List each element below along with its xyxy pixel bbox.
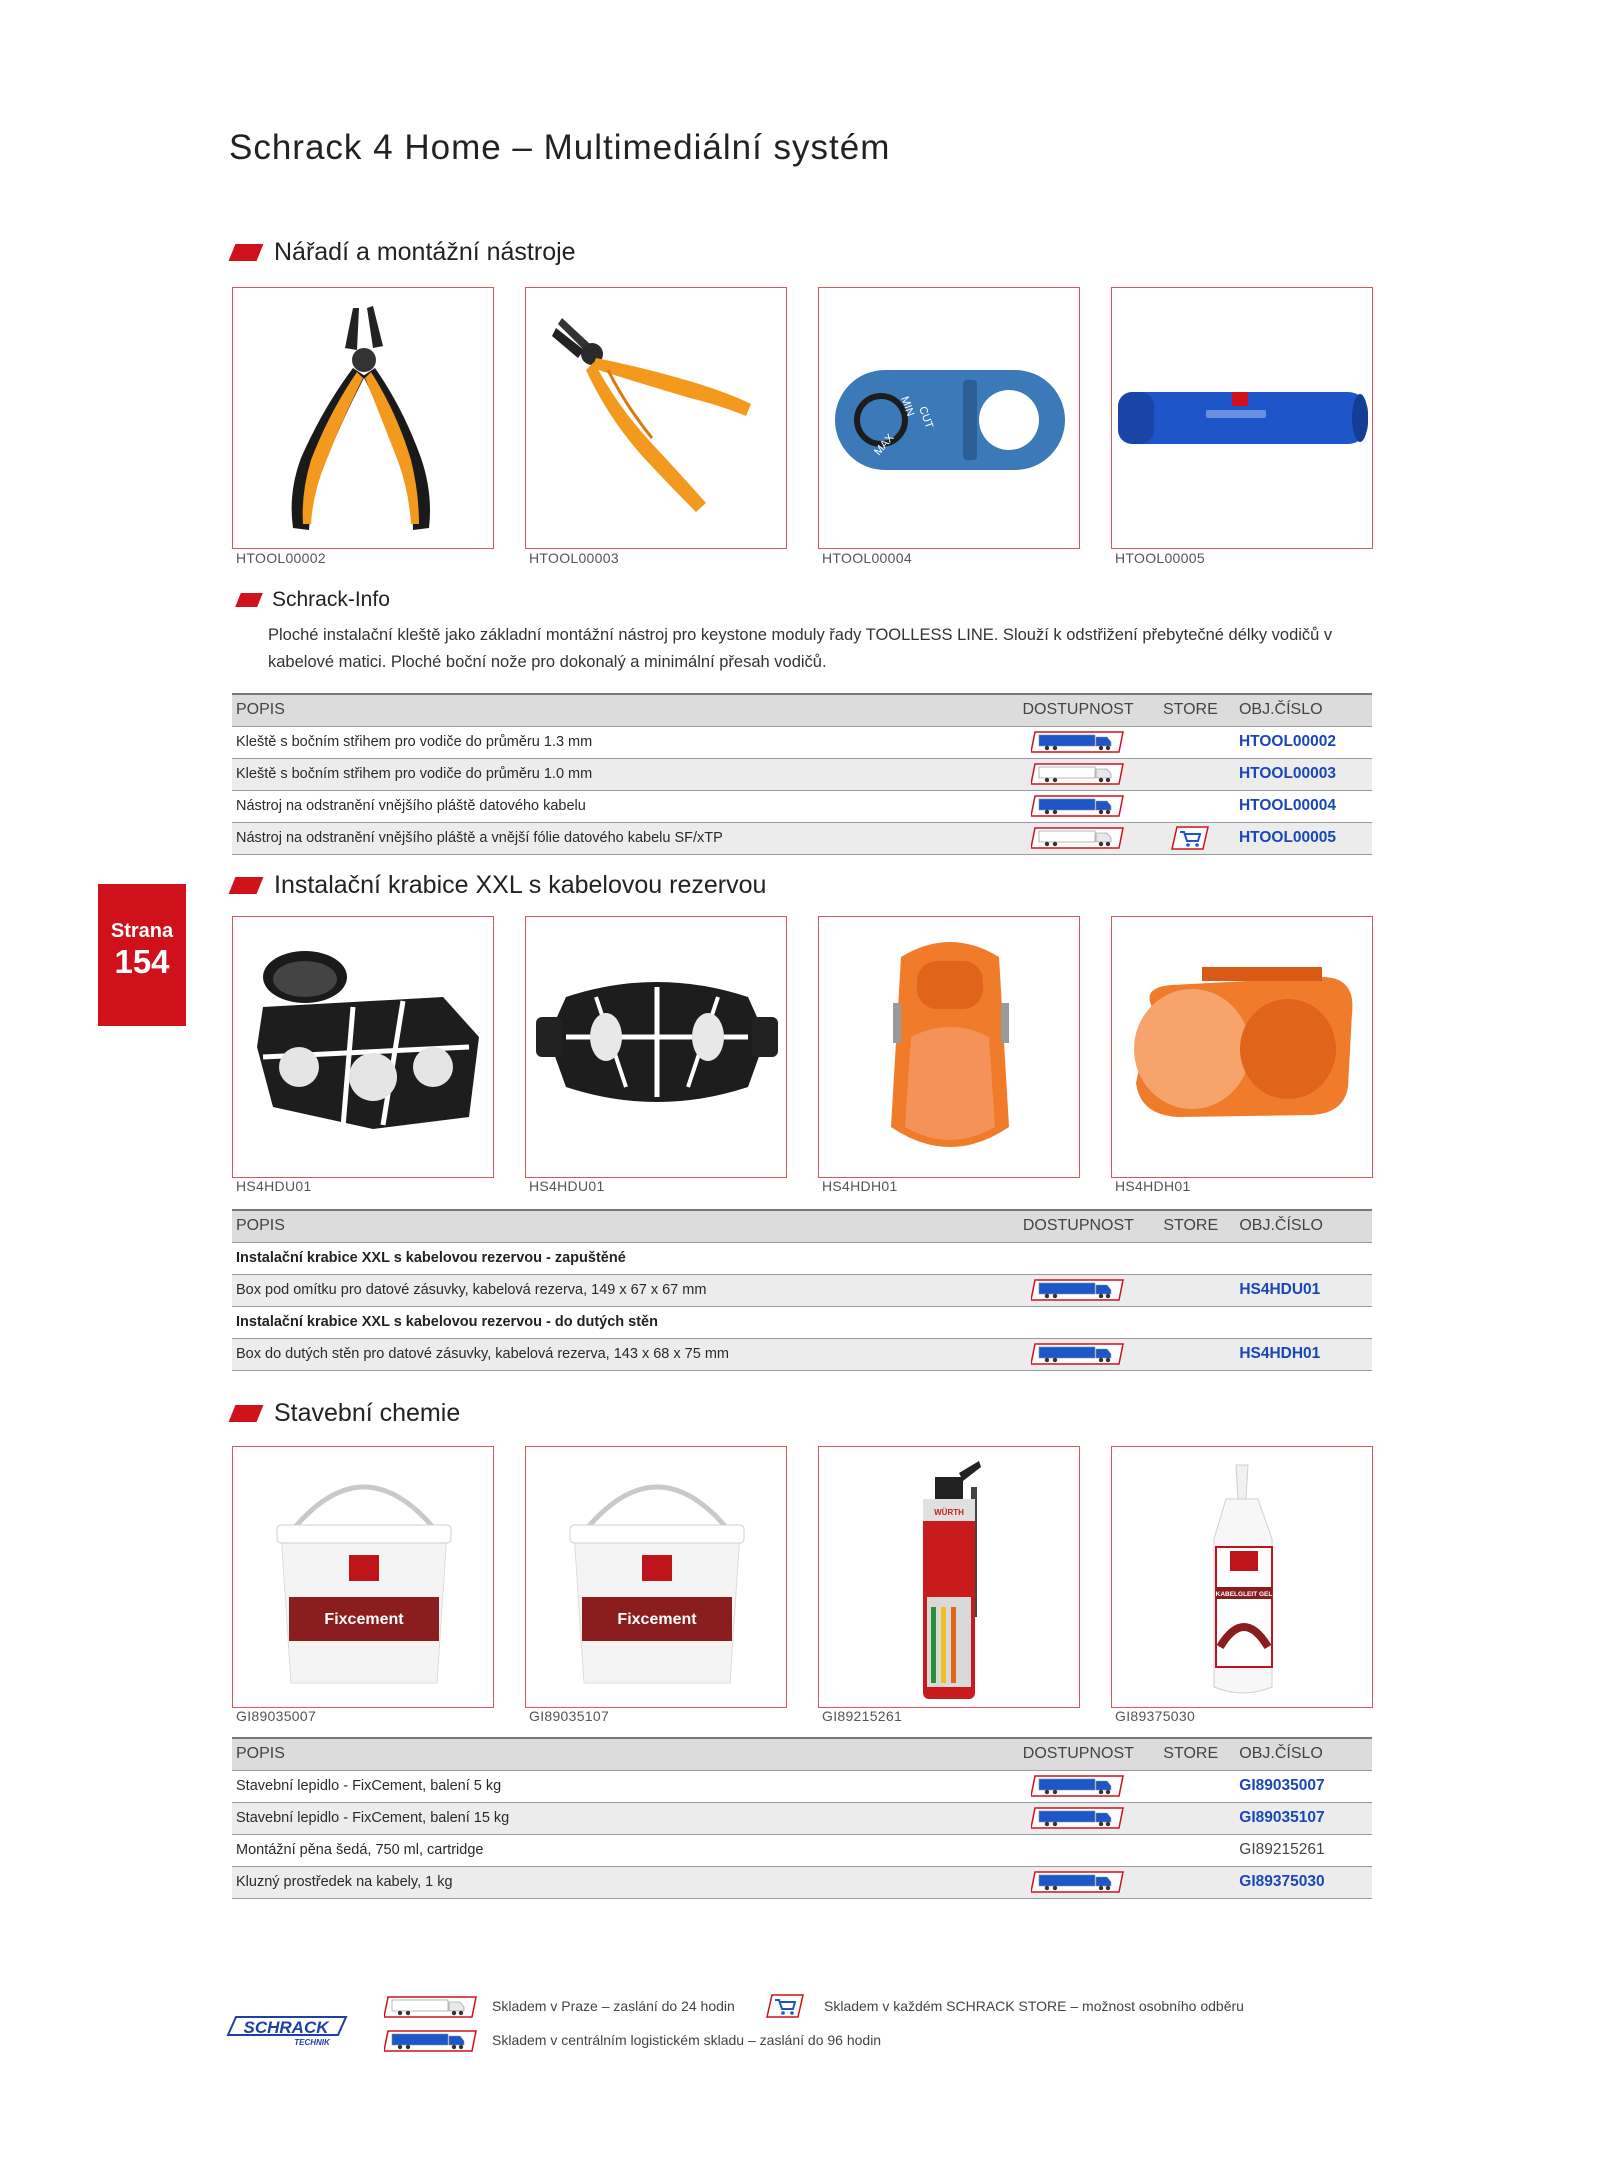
- col-header-desc: POPIS: [232, 694, 1010, 726]
- row-desc: Stavební lepidlo - FixCement, balení 15 kg: [232, 1802, 1011, 1834]
- table-row: [232, 790, 1372, 822]
- store-cell: [1146, 790, 1235, 822]
- col-header-store: STORE: [1146, 1210, 1235, 1242]
- cylinder-stripper-image: [1112, 288, 1373, 549]
- product-image-gi89375030: [1111, 1446, 1373, 1708]
- row-desc: Kluzný prostředek na kabely, 1 kg: [232, 1866, 1011, 1898]
- row-desc: Stavební lepidlo - FixCement, balení 5 kg: [232, 1770, 1011, 1802]
- product-code: GI89215261: [822, 1708, 903, 1724]
- store-cell: [1146, 1802, 1235, 1834]
- info-text: Ploché instalační kleště jako základní montážní nástroj pro keystone moduly řady TOOLLESS LINE. Slouží k odstřižení přebytečné délky vodičů v kabelové matici. Ploché boční nože pro dokonalý a minimální přesah vodičů.: [268, 626, 1333, 671]
- flush-box-front-image: [526, 917, 787, 1178]
- store-cell: [1146, 1770, 1235, 1802]
- truck-central-icon: [1031, 1279, 1125, 1301]
- table-row: [232, 1770, 1372, 1802]
- col-header-code: OBJ.ČÍSLO: [1235, 694, 1372, 726]
- truck-central-icon: [1031, 1807, 1125, 1829]
- availability-cell: [1011, 1338, 1147, 1370]
- legend-store: Skladem v každém SCHRACK STORE – možnost osobního odběru: [824, 1998, 1244, 2014]
- table-row: [232, 1274, 1372, 1306]
- section-marker-icon: [229, 244, 264, 261]
- product-code: HTOOL00003: [529, 550, 619, 566]
- info-heading: [238, 588, 390, 612]
- row-desc: Nástroj na odstranění vnějšího pláště a vnější fólie datového kabelu SF/xTP: [232, 822, 1010, 854]
- page-number-tab: [98, 884, 186, 1026]
- cable-stripper-image: [819, 288, 1080, 549]
- store-cart-icon: [766, 1994, 804, 2018]
- order-code: GI89215261: [1235, 1834, 1372, 1866]
- bucket-label: Fixcement: [617, 1611, 697, 1628]
- product-image-htool00004: [818, 287, 1080, 549]
- truck-prague-icon: [1031, 827, 1125, 849]
- section-heading-tools: [232, 238, 576, 267]
- section-heading-boxes-text: Instalační krabice XXL s kabelovou rezervou: [274, 871, 767, 899]
- product-image-gi89035007: [232, 1446, 494, 1708]
- col-header-code: OBJ.ČÍSLO: [1235, 1210, 1372, 1242]
- bottle-label: KABELGLEIT GEL: [1215, 1591, 1273, 1598]
- table-row: [232, 1802, 1372, 1834]
- product-image-gi89035107: [525, 1446, 787, 1708]
- truck-prague-icon: [384, 1996, 478, 2018]
- product-code: HS4HDH01: [822, 1178, 898, 1194]
- store-cell: [1146, 1274, 1235, 1306]
- col-header-avail: DOSTUPNOST: [1011, 1738, 1146, 1770]
- row-desc: Box pod omítku pro datové zásuvky, kabelová rezerva, 149 x 67 x 67 mm: [232, 1274, 1011, 1306]
- product-code: HS4HDH01: [1115, 1178, 1191, 1194]
- order-code-link[interactable]: GI89035007: [1235, 1770, 1372, 1802]
- table-row: [232, 1834, 1372, 1866]
- availability-cell: [1011, 1802, 1146, 1834]
- product-code: GI89035007: [236, 1708, 317, 1724]
- truck-central-icon: [1031, 1343, 1125, 1365]
- order-code-link[interactable]: HTOOL00004: [1235, 790, 1372, 822]
- truck-central-icon: [1031, 795, 1125, 817]
- col-header-avail: DOSTUPNOST: [1010, 694, 1145, 726]
- product-image-htool00002: [232, 287, 494, 549]
- availability-cell: [1010, 822, 1145, 854]
- info-heading-text: Schrack-Info: [272, 588, 390, 611]
- table-header: [232, 694, 1372, 726]
- bucket-label: Fixcement: [324, 1611, 404, 1628]
- product-code: HTOOL00004: [822, 550, 912, 566]
- page-title: Schrack 4 Home – Multimediální systém: [229, 128, 891, 167]
- product-image-htool00005: [1111, 287, 1373, 549]
- bucket-image: [526, 1447, 787, 1708]
- can-label: WÜRTH: [934, 1508, 964, 1517]
- logo-text: SCHRACK: [243, 2018, 329, 2037]
- order-code-link[interactable]: HTOOL00002: [1235, 726, 1372, 758]
- product-table-chemistry: [232, 1737, 1372, 1899]
- foam-can-image: [819, 1447, 1080, 1708]
- section-heading-chemistry-text: Stavební chemie: [274, 1399, 461, 1427]
- availability-cell: [1011, 1274, 1147, 1306]
- order-code-link[interactable]: GI89375030: [1235, 1866, 1372, 1898]
- store-cell: [1146, 758, 1235, 790]
- table-subheading-row: [232, 1306, 1372, 1338]
- table-row: [232, 822, 1372, 854]
- legend-central: Skladem v centrálním logistickém skladu – zaslání do 96 hodin: [492, 2032, 882, 2048]
- availability-cell: [1010, 790, 1145, 822]
- truck-central-icon: [1031, 731, 1125, 753]
- row-desc: Kleště s bočním střihem pro vodiče do průměru 1.3 mm: [232, 726, 1010, 758]
- product-image-hs4hdh01-a: [818, 916, 1080, 1178]
- schrack-logo-icon: [226, 2013, 348, 2047]
- section-marker-icon: [229, 1405, 264, 1422]
- side-cutter-image: [526, 288, 787, 549]
- product-table-tools: [232, 693, 1372, 855]
- product-image-gi89215261: [818, 1446, 1080, 1708]
- col-header-store: STORE: [1146, 694, 1235, 726]
- store-cell: [1146, 1834, 1235, 1866]
- product-image-htool00003: [525, 287, 787, 549]
- availability-cell: [1011, 1834, 1146, 1866]
- svg-text:MAX: MAX: [872, 431, 897, 458]
- flush-box-image: [233, 917, 494, 1178]
- pliers-image: [233, 288, 494, 549]
- bucket-image: [233, 1447, 494, 1708]
- legend-prague: Skladem v Praze – zaslání do 24 hodin: [492, 1998, 735, 2014]
- table-row: [232, 726, 1372, 758]
- section-heading-chemistry: [232, 1399, 460, 1428]
- page-tab-label: Strana: [110, 920, 174, 942]
- product-code: GI89375030: [1115, 1708, 1196, 1724]
- col-header-desc: POPIS: [232, 1210, 1011, 1242]
- svg-text:MIN: MIN: [898, 394, 917, 418]
- order-code-link[interactable]: HTOOL00005: [1235, 822, 1372, 854]
- hollow-wall-box-image: [819, 917, 1080, 1178]
- store-cell: [1146, 1866, 1235, 1898]
- product-code: GI89035107: [529, 1708, 610, 1724]
- product-image-hs4hdu01-a: [232, 916, 494, 1178]
- order-code-link[interactable]: HS4HDH01: [1235, 1338, 1372, 1370]
- schrack-logo: [226, 2013, 348, 2047]
- truck-central-icon: [1031, 1775, 1125, 1797]
- order-code-link[interactable]: HTOOL00003: [1235, 758, 1372, 790]
- truck-central-icon: [1031, 1871, 1125, 1893]
- page-tab-number: 154: [114, 943, 170, 980]
- product-code: HS4HDU01: [236, 1178, 312, 1194]
- order-code-link[interactable]: HS4HDU01: [1235, 1274, 1372, 1306]
- col-header-avail: DOSTUPNOST: [1011, 1210, 1147, 1242]
- table-row: [232, 758, 1372, 790]
- row-subheading: Instalační krabice XXL s kabelovou rezervou - do dutých stěn: [232, 1306, 1372, 1338]
- info-marker-icon: [235, 593, 263, 607]
- truck-central-icon: [384, 2030, 478, 2052]
- table-header: [232, 1210, 1372, 1242]
- availability-cell: [1010, 758, 1145, 790]
- product-table-boxes: [232, 1209, 1372, 1371]
- row-desc: Montážní pěna šedá, 750 ml, cartridge: [232, 1834, 1011, 1866]
- product-code: HTOOL00002: [236, 550, 326, 566]
- col-header-code: OBJ.ČÍSLO: [1235, 1738, 1372, 1770]
- hollow-wall-box-side-image: [1112, 917, 1373, 1178]
- product-code: HS4HDU01: [529, 1178, 605, 1194]
- store-cell: [1146, 1338, 1235, 1370]
- col-header-store: STORE: [1146, 1738, 1235, 1770]
- table-row: [232, 1866, 1372, 1898]
- availability-cell: [1010, 726, 1145, 758]
- store-cart-icon: [1171, 826, 1209, 850]
- logo-subtext: TECHNIK: [294, 2038, 330, 2047]
- table-subheading-row: [232, 1242, 1372, 1274]
- product-image-hs4hdu01-b: [525, 916, 787, 1178]
- gel-bottle-image: [1112, 1447, 1373, 1708]
- availability-cell: [1011, 1866, 1146, 1898]
- section-marker-icon: [229, 877, 264, 894]
- svg-text:CUT: CUT: [916, 404, 936, 431]
- row-desc: Kleště s bočním střihem pro vodiče do průměru 1.0 mm: [232, 758, 1010, 790]
- store-cell: [1146, 822, 1235, 854]
- row-desc: Box do dutých stěn pro datové zásuvky, kabelová rezerva, 143 x 68 x 75 mm: [232, 1338, 1011, 1370]
- row-desc: Nástroj na odstranění vnějšího pláště datového kabelu: [232, 790, 1010, 822]
- section-heading-tools-text: Nářadí a montážní nástroje: [274, 238, 576, 266]
- availability-cell: [1011, 1770, 1146, 1802]
- product-image-hs4hdh01-b: [1111, 916, 1373, 1178]
- order-code-link[interactable]: GI89035107: [1235, 1802, 1372, 1834]
- truck-prague-icon: [1031, 763, 1125, 785]
- row-subheading: Instalační krabice XXL s kabelovou rezervou - zapuštěné: [232, 1242, 1372, 1274]
- table-row: [232, 1338, 1372, 1370]
- store-cell: [1146, 726, 1235, 758]
- col-header-desc: POPIS: [232, 1738, 1011, 1770]
- product-code: HTOOL00005: [1115, 550, 1205, 566]
- table-header: [232, 1738, 1372, 1770]
- section-heading-boxes: [232, 871, 766, 900]
